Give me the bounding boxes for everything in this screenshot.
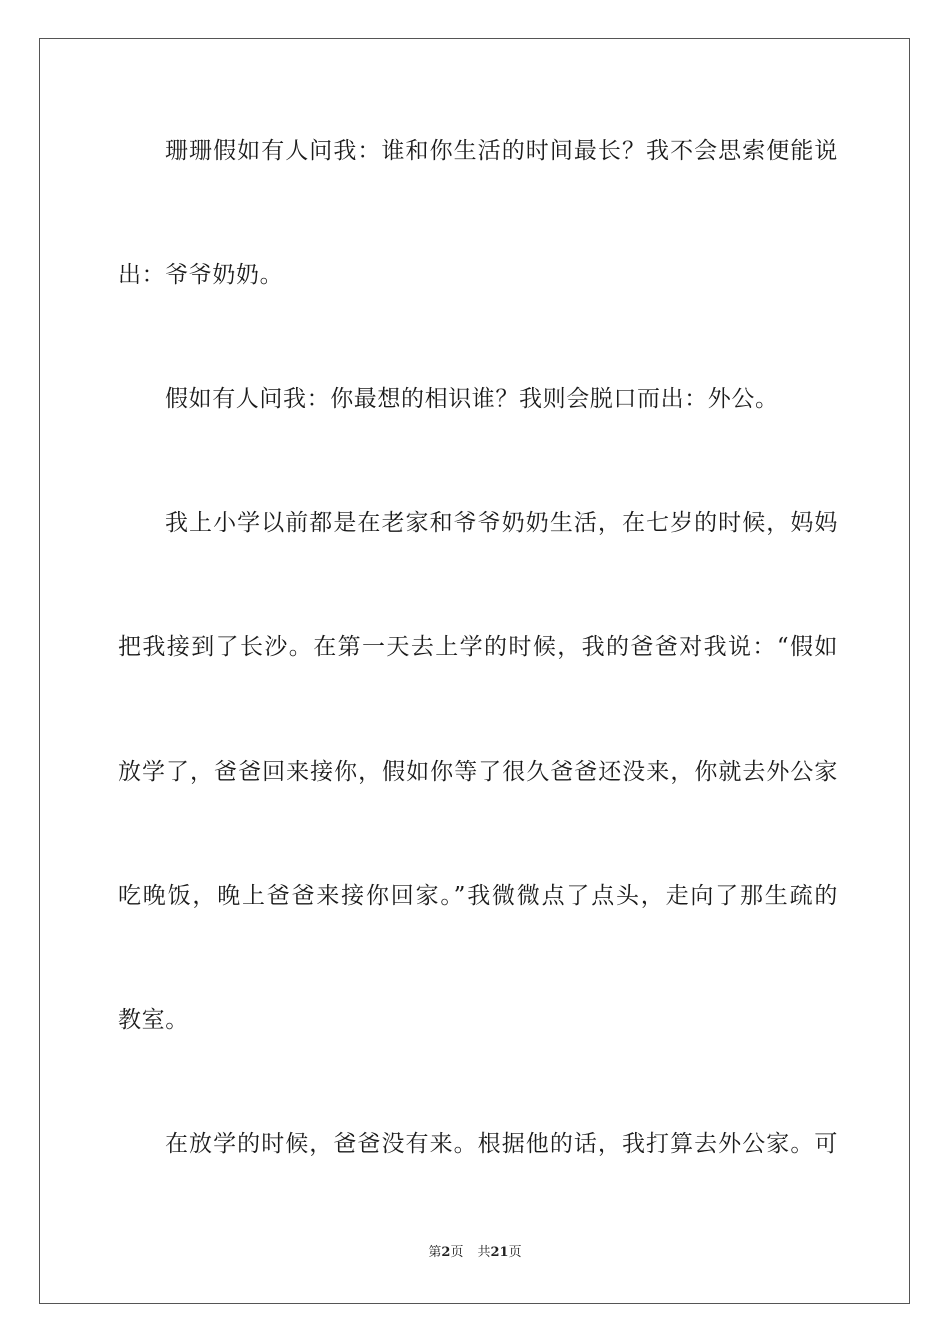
page-border xyxy=(39,38,910,1304)
paragraph-line: 教室。 xyxy=(118,1007,189,1033)
total-prefix: 共 xyxy=(477,1245,491,1260)
paragraph-line: 吃晚饭，晚上爸爸来接你回家。”我微微点了点头，走向了那生疏的 xyxy=(118,883,838,909)
paragraph-line: 在放学的时候，爸爸没有来。根据他的话，我打算去外公家。可 xyxy=(165,1131,838,1157)
paragraph-line: 把我接到了长沙。在第一天去上学的时候，我的爸爸对我说：“假如 xyxy=(118,634,838,660)
paragraph-line: 珊珊假如有人问我：谁和你生活的时间最长？我不会思索便能说 xyxy=(165,138,838,164)
paragraph-line: 出：爷爷奶奶。 xyxy=(118,262,284,288)
paragraph-line: 假如有人问我：你最想的相识谁？我则会脱口而出：外公。 xyxy=(165,386,779,412)
page-suffix: 页 xyxy=(450,1245,464,1260)
page-total: 21 xyxy=(490,1245,509,1260)
paragraph-line: 放学了，爸爸回来接你，假如你等了很久爸爸还没来，你就去外公家 xyxy=(118,759,838,785)
page-footer xyxy=(0,1244,950,1262)
total-suffix: 页 xyxy=(508,1245,522,1260)
paragraph-line: 我上小学以前都是在老家和爷爷奶奶生活，在七岁的时候，妈妈 xyxy=(165,510,838,536)
page-prefix: 第 xyxy=(428,1245,442,1260)
page-current: 2 xyxy=(441,1245,451,1260)
